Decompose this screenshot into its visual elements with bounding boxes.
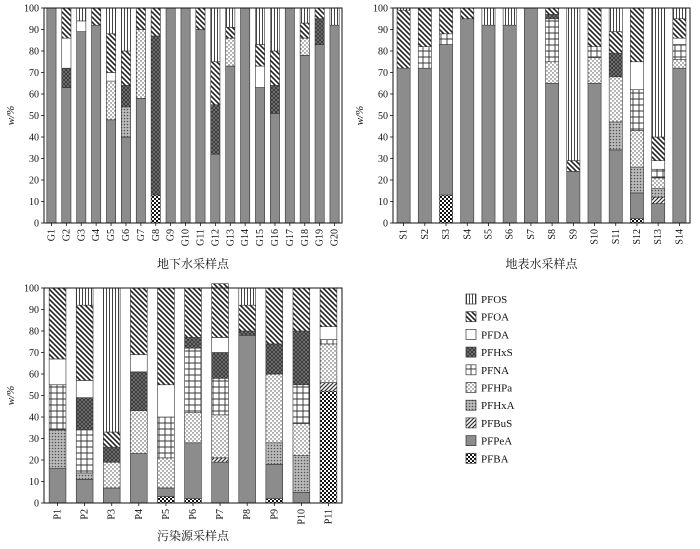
bar-segment-G4-PFPeA — [92, 25, 101, 223]
chart-3 — [5, 284, 342, 544]
bar-segment-S12-PFBA — [630, 219, 643, 223]
chart-2 — [354, 4, 690, 272]
x-tick-label: S14 — [674, 229, 686, 245]
bar-segment-P2-PFDA — [76, 380, 93, 397]
y-tick-label: 100 — [373, 3, 388, 15]
bar-segment-S14-PFNA — [673, 45, 686, 60]
bar-segment-G6-PFOA — [121, 51, 130, 85]
bar-segment-S11-PFOA — [609, 32, 622, 54]
bar-segment-P10-PFPeA — [293, 492, 310, 503]
y-tick-label: 10 — [29, 477, 39, 488]
bar-segment-P2-PFNA — [76, 430, 93, 473]
bar-segment-G13-PFHPa — [226, 38, 235, 66]
bar-segment-P8-PFPeA — [239, 335, 256, 503]
bar-segment-G18-PFHPa — [300, 38, 309, 55]
bar-segment-S11-PFPeA — [609, 150, 622, 223]
x-tick-label: P6 — [188, 509, 199, 520]
bar-segment-P9-PFHxA — [266, 443, 283, 465]
bar-segment-G2-PFOA — [62, 8, 71, 38]
bar-segment-P4-PFHxS — [130, 372, 147, 411]
bar-segment-G8-PFHxS — [151, 36, 160, 195]
bar-segment-S2-PFPeA — [418, 68, 431, 223]
bar-segment-G20-PFOS — [330, 8, 339, 25]
bar-segment-P7-PFNA — [212, 378, 229, 415]
bar-segment-S13-PFPeA — [652, 204, 665, 223]
bar-segment-P7-PFHxS — [212, 353, 229, 379]
bar-segment-G6-PFHxS — [121, 85, 130, 107]
bar-segment-S13-PFBuS — [652, 197, 665, 203]
y-tick-label: 10 — [29, 197, 39, 208]
bar-segment-G17-PFPeA — [285, 8, 294, 223]
legend-swatch — [466, 294, 476, 304]
bar-segment-G3-PFDA — [77, 21, 86, 32]
bar-segment-G15-PFDA — [255, 66, 264, 88]
bar-segment-G11-PFPeA — [196, 30, 205, 224]
legend-label: PFBA — [481, 453, 509, 466]
bar-segment-S4-PFPeA — [461, 19, 474, 223]
x-tick-label: G18 — [299, 229, 311, 247]
bar-segment-G19-PFPeA — [315, 45, 324, 223]
bar-segment-G8-PFOA — [151, 8, 160, 36]
x-tick-label: P2 — [79, 509, 91, 520]
bar-segment-S12-PFHPa — [630, 131, 643, 168]
plot-frame — [393, 8, 690, 223]
bar-segment-G9-PFPeA — [166, 8, 175, 223]
bar-segment-G13-PFOS — [226, 8, 235, 27]
bar-segment-G6-PFHxA — [121, 107, 130, 137]
legend-item-PFBA — [466, 453, 509, 465]
bar-segment-S9-PFPeA — [567, 171, 580, 223]
x-tick-label: G16 — [269, 229, 281, 247]
x-tick-label: G8 — [150, 229, 162, 242]
legend-item-PFOA — [466, 312, 509, 324]
bar-segment-P1-PFDA — [49, 359, 66, 385]
y-tick-label: 90 — [29, 305, 39, 316]
bar-segment-G5-PFHPa — [106, 81, 115, 120]
bar-segment-S8-PFOA — [546, 8, 559, 14]
y-tick-label: 0 — [383, 218, 388, 230]
legend-swatch — [466, 383, 476, 393]
bar-segment-G3-PFPeA — [77, 32, 86, 223]
x-axis-title: 地下水采样点 — [156, 257, 230, 271]
bar-segment-S13-PFNA — [652, 169, 665, 178]
bar-segment-S3-PFOA — [439, 8, 452, 34]
y-axis-title: w/% — [5, 105, 17, 126]
y-tick-label: 20 — [378, 175, 388, 187]
legend-item-PFOS — [466, 294, 507, 306]
chart-1 — [5, 4, 342, 272]
bar-segment-P11-PFBA — [320, 391, 337, 503]
bar-segment-G10-PFPeA — [181, 8, 190, 223]
legend-label: PFHPa — [481, 382, 513, 395]
bar-segment-P2-PFOS — [76, 288, 93, 305]
legend-label: PFHxA — [481, 400, 515, 413]
bar-segment-G8-PFBA — [151, 195, 160, 223]
x-tick-label: G6 — [120, 229, 132, 242]
y-tick-label: 30 — [29, 434, 39, 445]
bar-segment-S14-PFOA — [673, 19, 686, 38]
x-tick-label: G4 — [91, 229, 103, 242]
bar-segment-P3-PFOA — [103, 432, 120, 447]
bar-segment-P5-PFBA — [158, 497, 175, 503]
x-tick-label: G5 — [106, 229, 118, 242]
bar-segment-P2-PFPeA — [76, 479, 93, 503]
bar-segment-S1-PFPeA — [397, 68, 410, 223]
bar-segment-P10-PFOA — [293, 288, 310, 331]
bar-segment-S12-PFNA — [630, 90, 643, 131]
bar-segment-P3-PFHPa — [103, 462, 120, 488]
bar-segment-P8-PFHxS — [239, 331, 256, 335]
x-tick-label: P7 — [215, 509, 227, 520]
legend-label: PFHxS — [481, 347, 513, 360]
bar-segment-S10-PFOA — [588, 8, 601, 47]
bar-segment-S14-PFOS — [673, 8, 686, 19]
bar-segment-G16-PFOS — [270, 8, 279, 51]
bar-segment-G18-PFOS — [300, 8, 309, 23]
legend-swatch — [466, 436, 476, 446]
x-tick-label: S13 — [653, 229, 665, 245]
bar-segment-P5-PFDA — [158, 385, 175, 417]
legend-swatch — [466, 453, 476, 463]
bar-segment-G5-PFDA — [106, 73, 115, 82]
bar-segment-S13-PFOS — [652, 8, 665, 137]
bar-segment-S9-PFOS — [567, 8, 580, 161]
x-tick-label: S4 — [462, 229, 474, 240]
bar-segment-P6-PFHPa — [185, 413, 202, 443]
bar-segment-P7-PFBuS — [212, 458, 229, 462]
bar-segment-S11-PFHxS — [609, 53, 622, 77]
bar-segment-P5-PFPeA — [158, 488, 175, 497]
legend-item-PFNA — [466, 365, 509, 377]
bar-segment-G5-PFPeA — [106, 120, 115, 223]
bar-segment-S4-PFOA — [461, 8, 474, 19]
y-tick-label: 70 — [378, 68, 388, 79]
bar-segment-S8-PFNA — [546, 19, 559, 62]
y-axis-title: w/% — [354, 105, 366, 126]
y-tick-label: 20 — [29, 455, 39, 467]
bar-segment-G1-PFPeA — [47, 8, 56, 223]
bar-segment-P7-PFHPa — [212, 415, 229, 458]
legend-swatch — [466, 400, 476, 410]
legend-label: PFDA — [481, 329, 510, 342]
bar-segment-G6-PFPeA — [121, 137, 130, 223]
bar-segment-G20-PFPeA — [330, 25, 339, 223]
bar-segment-S8-PFHPa — [546, 62, 559, 84]
bar-segment-P1-PFPeA — [49, 469, 66, 503]
bar-segment-G13-PFPeA — [226, 66, 235, 223]
bar-segment-S12-PFOA — [630, 8, 643, 62]
bar-segment-G7-PFOA — [136, 8, 145, 30]
x-tick-label: S2 — [419, 229, 431, 240]
bar-segment-P11-PFNA — [320, 340, 337, 344]
bar-segment-P5-PFOA — [158, 288, 175, 385]
x-tick-label: G1 — [46, 229, 58, 242]
x-tick-label: G7 — [135, 229, 147, 242]
x-axis-title: 污染源采样点 — [156, 529, 230, 543]
y-tick-label: 10 — [378, 197, 388, 208]
bar-segment-S13-PFDA — [652, 161, 665, 170]
y-tick-label: 0 — [34, 498, 39, 510]
legend-swatch — [466, 418, 476, 428]
legend-swatch — [466, 365, 476, 375]
y-tick-label: 80 — [378, 46, 388, 58]
plot-frame — [44, 8, 342, 223]
x-tick-label: G11 — [195, 229, 207, 246]
x-tick-label: S11 — [610, 229, 622, 245]
legend-label: PFPeA — [481, 435, 513, 448]
legend-item-PFHPa — [466, 383, 512, 395]
bar-segment-P2-PFOA — [76, 305, 93, 380]
bar-segment-P6-PFHxS — [185, 337, 202, 348]
x-tick-label: S5 — [483, 229, 495, 240]
bar-segment-P1-PFHxA — [49, 430, 66, 469]
bar-segment-G16-PFHxS — [270, 85, 279, 113]
bar-segment-S8-PFHxS — [546, 14, 559, 18]
y-tick-label: 0 — [34, 218, 39, 230]
bar-segment-S9-PFOA — [567, 161, 580, 172]
x-tick-label: P3 — [106, 509, 118, 520]
x-tick-label: G2 — [61, 229, 73, 242]
bar-segment-P6-PFNA — [185, 348, 202, 413]
y-tick-label: 60 — [29, 89, 39, 101]
bar-segment-G13-PFOA — [226, 27, 235, 38]
bar-segment-P6-PFOA — [185, 288, 202, 337]
x-tick-label: P5 — [160, 509, 172, 520]
y-tick-label: 90 — [29, 25, 39, 36]
legend-label: PFNA — [481, 364, 510, 377]
bar-segment-G18-PFOA — [300, 23, 309, 38]
bar-segment-P4-PFDA — [130, 355, 147, 372]
bar-segment-P9-PFHPa — [266, 374, 283, 443]
y-axis-title: w/% — [5, 385, 17, 406]
bar-segment-G12-PFOS — [211, 8, 220, 62]
bar-segment-S3-PFPeA — [439, 45, 452, 196]
x-tick-label: S10 — [589, 229, 601, 245]
y-tick-label: 30 — [29, 154, 39, 165]
legend — [466, 294, 515, 465]
x-tick-label: S9 — [568, 229, 580, 240]
bar-segment-P6-PFPeA — [185, 443, 202, 499]
bar-segment-P1-PFNA — [49, 385, 66, 430]
bar-segment-P7-PFPeA — [212, 462, 229, 503]
y-tick-label: 60 — [29, 369, 39, 381]
bar-segment-S2-PFNA — [418, 47, 431, 68]
bar-segment-G5-PFOS — [106, 8, 115, 34]
bar-segment-S2-PFOA — [418, 8, 431, 47]
bar-segment-S8-PFPeA — [546, 83, 559, 223]
x-tick-label: G14 — [240, 229, 252, 247]
bar-segment-P3-PFHxS — [103, 447, 120, 462]
bar-segment-G12-PFPeA — [211, 154, 220, 223]
bar-segment-P11-PFOA — [320, 288, 337, 327]
x-tick-label: S12 — [631, 229, 643, 245]
bar-segment-P3-PFOS — [103, 288, 120, 432]
bar-segment-G6-PFOS — [121, 8, 130, 51]
bar-segment-P8-PFOS — [239, 288, 256, 305]
bar-segment-P2-PFHxS — [76, 398, 93, 430]
y-tick-label: 70 — [29, 68, 39, 79]
x-tick-label: G15 — [255, 229, 267, 247]
x-tick-label: G12 — [210, 229, 222, 247]
bar-segment-S1-PFOA — [397, 10, 410, 68]
bar-segment-S5-PFPeA — [482, 25, 495, 223]
y-tick-label: 80 — [29, 46, 39, 58]
bar-segment-S12-PFHxA — [630, 167, 643, 193]
bar-segment-P9-PFOA — [266, 288, 283, 344]
x-tick-label: G19 — [314, 229, 326, 247]
bar-segment-P1-PFOA — [49, 288, 66, 359]
bar-segment-G2-PFPeA — [62, 88, 71, 223]
legend-item-PFPeA — [466, 436, 512, 448]
x-tick-label: G10 — [180, 229, 192, 247]
legend-label: PFBuS — [481, 417, 513, 430]
bar-segment-S14-PFPeA — [673, 68, 686, 223]
bar-segment-P3-PFPeA — [103, 488, 120, 503]
bar-segment-S12-PFPeA — [630, 193, 643, 219]
bar-segment-P11-PFBuS — [320, 383, 337, 392]
x-tick-label: G3 — [76, 229, 88, 242]
bar-segment-S11-PFOS — [609, 8, 622, 32]
x-tick-label: S7 — [525, 229, 537, 240]
bar-segment-G5-PFOA — [106, 34, 115, 73]
bar-segment-G15-PFPeA — [255, 88, 264, 223]
bar-segment-P10-PFNA — [293, 385, 310, 424]
bar-segment-P7-PFDA — [212, 337, 229, 352]
bar-segment-S14-PFHPa — [673, 60, 686, 69]
bar-segment-G12-PFHxS — [211, 105, 220, 154]
bar-segment-P11-PFDA — [320, 327, 337, 340]
legend-swatch — [466, 347, 476, 357]
y-tick-label: 30 — [378, 154, 388, 165]
y-tick-label: 100 — [24, 3, 39, 15]
x-tick-label: S3 — [441, 229, 453, 240]
bar-segment-G2-PFHxS — [62, 68, 71, 87]
y-tick-label: 60 — [378, 89, 388, 101]
bar-segment-S11-PFHPa — [609, 77, 622, 122]
bar-segment-S6-PFOS — [503, 8, 516, 25]
bar-segment-S6-PFPeA — [503, 25, 516, 223]
bar-segment-P10-PFHPa — [293, 423, 310, 455]
bar-segment-G19-PFOA — [315, 8, 324, 19]
legend-item-PFHxA — [466, 400, 515, 412]
bar-segment-S14-PFDA — [673, 38, 686, 44]
x-tick-label: P10 — [296, 509, 308, 525]
bar-segment-G16-PFOA — [270, 51, 279, 85]
bar-segment-G16-PFPeA — [270, 113, 279, 223]
y-tick-label: 40 — [29, 132, 39, 144]
bar-segment-G19-PFHxS — [315, 19, 324, 45]
bar-segment-S10-PFHPa — [588, 57, 601, 83]
y-tick-label: 50 — [29, 111, 39, 122]
legend-label: PFOS — [481, 294, 508, 306]
y-tick-label: 100 — [24, 283, 39, 295]
bar-segment-P4-PFHPa — [130, 411, 147, 454]
x-tick-label: P11 — [323, 509, 335, 525]
x-tick-label: G13 — [225, 229, 237, 247]
y-tick-label: 90 — [378, 25, 388, 36]
y-tick-label: 80 — [29, 326, 39, 338]
legend-swatch — [466, 329, 476, 339]
bar-segment-S12-PFDA — [630, 62, 643, 90]
bar-segment-G12-PFOA — [211, 62, 220, 105]
bar-segment-G15-PFOS — [255, 8, 264, 45]
bar-segment-P9-PFPeA — [266, 464, 283, 498]
bar-segment-P6-PFBA — [185, 499, 202, 503]
x-tick-label: P9 — [269, 509, 281, 520]
bar-segment-G18-PFPeA — [300, 55, 309, 223]
legend-item-PFDA — [466, 329, 509, 341]
y-tick-label: 50 — [29, 391, 39, 402]
x-tick-label: P1 — [52, 509, 64, 520]
y-tick-label: 40 — [378, 132, 388, 144]
bar-segment-S5-PFOS — [482, 8, 495, 25]
y-tick-label: 40 — [29, 412, 39, 424]
bar-segment-G11-PFOA — [196, 8, 205, 30]
legend-swatch — [466, 312, 476, 322]
bar-segment-S13-PFOA — [652, 137, 665, 161]
bar-segment-P4-PFOA — [130, 288, 147, 355]
x-axis-title: 地表水采样点 — [505, 257, 578, 271]
y-tick-label: 70 — [29, 348, 39, 359]
bar-segment-G4-PFOA — [92, 8, 101, 25]
bar-segment-S3-PFNA — [439, 34, 452, 45]
bar-segment-P5-PFHPa — [158, 458, 175, 488]
bar-segment-P10-PFHxA — [293, 456, 310, 493]
bar-segment-G14-PFPeA — [241, 8, 250, 223]
x-tick-label: P8 — [242, 509, 254, 520]
bar-segment-P9-PFHxS — [266, 344, 283, 374]
bar-segment-P11-PFHPa — [320, 344, 337, 383]
legend-item-PFBuS — [466, 418, 512, 430]
legend-item-PFHxS — [466, 347, 513, 359]
x-tick-label: S8 — [547, 229, 559, 240]
x-tick-label: S1 — [398, 229, 410, 240]
bar-segment-P8-PFOA — [239, 305, 256, 331]
x-tick-label: P4 — [133, 509, 145, 520]
bar-segment-S7-PFPeA — [524, 8, 537, 223]
y-tick-label: 20 — [29, 175, 39, 187]
bar-segment-G15-PFOA — [255, 45, 264, 67]
bar-segment-G7-PFPeA — [136, 98, 145, 223]
bar-segment-S13-PFHPa — [652, 178, 665, 189]
x-tick-label: G9 — [165, 229, 177, 242]
bar-segment-G2-PFDA — [62, 38, 71, 68]
bar-segment-G3-PFOS — [77, 8, 86, 21]
bar-segment-G7-PFHPa — [136, 30, 145, 99]
x-tick-label: S6 — [504, 229, 516, 240]
y-tick-label: 50 — [378, 111, 388, 122]
bar-segment-P2-PFHxA — [76, 473, 93, 479]
bar-segment-S13-PFHxA — [652, 189, 665, 198]
bar-segment-S10-PFPeA — [588, 83, 601, 223]
bar-segment-P7-PFOA — [212, 284, 229, 338]
x-tick-label: G17 — [284, 229, 296, 247]
x-tick-label: G20 — [329, 229, 341, 247]
bar-segment-P10-PFHxS — [293, 331, 310, 385]
bar-segment-S3-PFBA — [439, 195, 452, 223]
bar-segment-S10-PFNA — [588, 47, 601, 58]
bar-segment-P9-PFBA — [266, 499, 283, 503]
bar-segment-S11-PFHxA — [609, 122, 622, 150]
legend-label: PFOA — [481, 311, 510, 324]
bar-segment-P5-PFNA — [158, 417, 175, 458]
bar-segment-P4-PFPeA — [130, 454, 147, 503]
